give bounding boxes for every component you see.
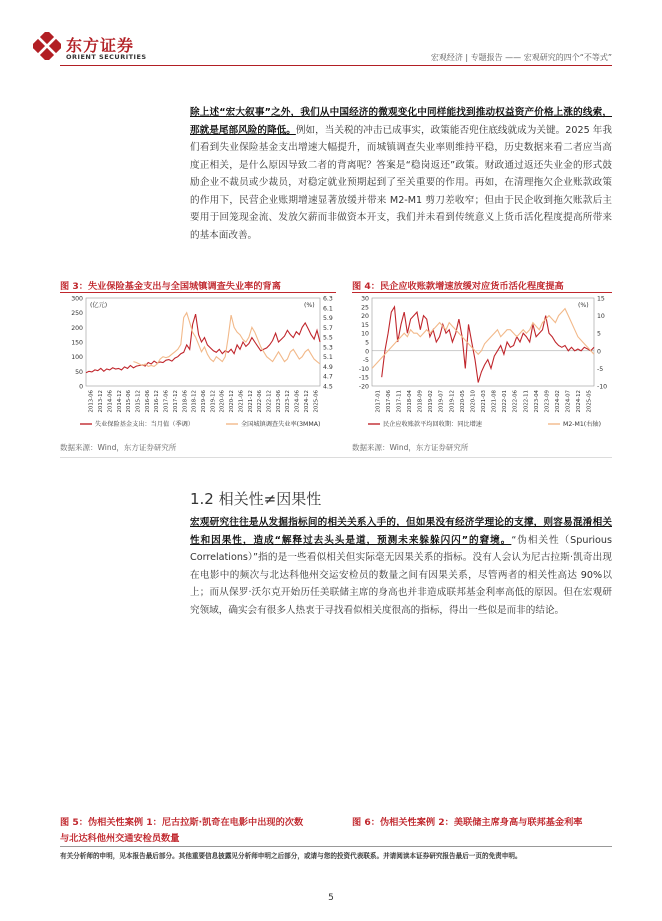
y-left-tick-label: 30 (361, 295, 369, 303)
breadcrumb: 宏观经济 | 专题报告 —— 宏观研究的四个“不等式” (430, 53, 612, 62)
x-tick-label: 2019-06 (201, 390, 207, 413)
plot-frame (372, 298, 594, 386)
y-right-tick-label: 5.1 (323, 354, 333, 362)
paragraph-body-2: “伪相关性（Spurious Correlations）”指的是一些看似相关但实际毫无因果关系的指标。没有人会认为尼古拉斯·凯奇出现在电影中的频次与北达科他州交运安检员的数量之间有因果关系，尽管两者的相关性高达 90%以上；而从保罗·沃尔克开始历任美联储主席的身高也并非造成联邦基金利率高低的原因。但在宏观研究领域，确实会有很多人热衷于寻找看似相关度很高的指标，得出一些似是而非的结论。 (190, 534, 613, 616)
x-tick-label: 2016-12 (154, 390, 161, 413)
y-left-tick-label: 250 (71, 310, 83, 318)
footer-divider (60, 846, 612, 847)
y-left-tick-label: 200 (71, 324, 83, 332)
x-tick-label: 2013-12 (98, 390, 105, 413)
x-tick-label: 2023-04 (533, 390, 540, 413)
y-left-tick-label: -10 (358, 365, 369, 373)
page-number: 5 (328, 893, 334, 903)
x-tick-label: 2019-07 (438, 390, 445, 413)
x-tick-label: 2017-01 (375, 390, 382, 413)
x-tick-label: 2023-06 (275, 390, 282, 413)
paragraph-tail-risk (190, 104, 612, 244)
x-tick-label: 2021-12 (247, 390, 254, 413)
x-tick-label: 2018-12 (191, 390, 198, 413)
y-right-tick-label: 5.3 (323, 344, 333, 352)
y-left-unit: (亿元) (90, 302, 108, 309)
x-tick-label: 2023-09 (544, 390, 551, 413)
y-right-tick-label: 15 (597, 295, 605, 303)
y-right-tick-label: 4.9 (323, 363, 333, 371)
y-right-tick-label: 4.5 (323, 383, 333, 391)
figure-4-rule (352, 292, 612, 293)
series-line-0 (86, 314, 320, 373)
figure-row-divider (60, 457, 612, 458)
x-tick-label: 2015-06 (126, 390, 133, 413)
series-line-1 (133, 313, 320, 367)
figure-5-title-line2: 与北达科他州交通安检员数量 (60, 833, 180, 844)
paragraph-bold-end: 的窘境。 (468, 534, 512, 546)
x-tick-label: 2020-06 (219, 390, 226, 413)
y-left-tick-label: 10 (361, 330, 369, 338)
x-tick-label: 2025-06 (313, 390, 320, 413)
x-tick-label: 2017-11 (396, 390, 403, 413)
x-tick-label: 2019-02 (428, 390, 435, 413)
x-tick-label: 2018-06 (182, 390, 189, 413)
x-tick-label: 2015-12 (135, 390, 142, 413)
y-left-tick-label: 0 (365, 348, 369, 356)
section-title: 1.2 相关性≠因果性 (190, 490, 322, 508)
logo-name-cn: 东方证券 (66, 36, 135, 55)
paragraph-lead-bold: 除上述“宏大叙事”之外，我们从中国经济的微观变化中同样能找到推动权益资产价格上涨的线索，那就是尾部风险的降低。 (190, 107, 612, 136)
x-tick-label: 2014-12 (116, 390, 123, 413)
y-left-tick-label: 100 (71, 354, 83, 362)
paragraph-lead-bold-2: 宏观研究往往是从发掘指标间的相关关系入手的，但如果没有经济学理论的支撑，则容易混淆相关性和因果性，造成 (190, 517, 612, 546)
figure-4-source: 数据来源：Wind，东方证券研究所 (352, 443, 469, 452)
x-tick-label: 2024-02 (555, 390, 561, 413)
x-tick-label: 2018-09 (417, 390, 424, 413)
x-tick-label: 2024-12 (303, 390, 310, 413)
x-tick-label: 2017-06 (385, 390, 392, 413)
figure-4-title: 图 4：民企应收账款增速放缓对应货币活化程度提高 (352, 281, 564, 292)
y-right-tick-label: 5.7 (323, 324, 333, 332)
x-tick-label: 2023-12 (285, 390, 292, 413)
x-tick-label: 2018-04 (407, 390, 413, 413)
x-tick-label: 2024-07 (565, 390, 572, 413)
y-left-tick-label: 25 (361, 304, 369, 312)
y-left-tick-label: 300 (71, 295, 83, 303)
legend-label-1: 全国城镇调查失业率(3MMA) (241, 421, 321, 429)
y-right-tick-label: 10 (597, 313, 605, 321)
x-tick-label: 2020-10 (470, 390, 477, 413)
header-divider (60, 65, 612, 66)
x-tick-label: 2021-03 (481, 390, 487, 413)
paragraph-spurious-correlation (190, 514, 612, 619)
y-right-tick-label: -5 (597, 365, 604, 373)
legend-label-0: 民企应收账款平均回收期：同比增速 (383, 421, 482, 429)
x-tick-label: 2022-01 (502, 390, 509, 413)
x-tick-label: 2017-12 (172, 390, 179, 413)
x-tick-label: 2022-06 (512, 390, 519, 413)
paragraph-quote: “解释过去头头是道，预测未来躲躲闪闪” (274, 534, 469, 546)
figure-3-rule (60, 292, 336, 293)
legend-label-1: M2-M1(右轴) (563, 421, 601, 429)
x-tick-label: 2025-05 (586, 390, 593, 413)
y-right-tick-label: -10 (597, 383, 608, 391)
x-tick-label: 2019-12 (449, 390, 456, 413)
x-tick-label: 2020-05 (459, 390, 466, 413)
y-left-tick-label: 150 (71, 339, 83, 347)
y-left-tick-label: 15 (361, 321, 369, 329)
y-left-tick-label: 0 (79, 383, 83, 391)
y-right-tick-label: 6.1 (323, 305, 333, 313)
x-tick-label: 2016-06 (144, 390, 151, 413)
plot-frame (86, 298, 320, 386)
disclaimer: 有关分析师的申明，见本报告最后部分。其他重要信息披露见分析师申明之后部分，或请与您的投资代表联系。并请阅读本证券研究报告最后一页的免责申明。 (60, 852, 522, 860)
y-left-tick-label: -15 (358, 374, 369, 382)
y-left-tick-label: 5 (365, 339, 369, 347)
x-tick-label: 2021-06 (238, 390, 245, 413)
series-line-0 (382, 307, 594, 383)
x-tick-label: 2021-08 (491, 390, 498, 413)
y-right-tick-label: 4.7 (323, 373, 333, 381)
x-tick-label: 2022-12 (266, 390, 273, 413)
x-tick-label: 2020-12 (229, 390, 236, 413)
x-tick-label: 2022-06 (257, 390, 264, 413)
x-tick-label: 2017-06 (163, 390, 170, 413)
logo-name-en: ORIENT SECURITIES (66, 53, 147, 61)
y-left-tick-label: -20 (358, 383, 369, 391)
y-right-tick-label: 0 (597, 348, 601, 356)
y-right-unit: (%) (578, 302, 589, 309)
legend-label-0: 失业保险基金支出：当月值（季调） (95, 421, 194, 429)
y-right-tick-label: 5 (597, 330, 601, 338)
y-right-tick-label: 6.3 (323, 295, 333, 303)
y-left-tick-label: 20 (361, 313, 369, 321)
chart-receivables-m2m1 (350, 294, 616, 432)
x-tick-label: 2019-12 (210, 390, 217, 413)
figure-3-source: 数据来源：Wind，东方证券研究所 (60, 443, 177, 452)
x-tick-label: 2024-12 (576, 390, 583, 413)
x-tick-label: 2014-06 (107, 390, 114, 413)
x-tick-label: 2024-06 (294, 390, 301, 413)
logo-icon (33, 32, 61, 60)
figure-5-title-line1: 图 5：伪相关性案例 1：尼古拉斯·凯奇在电影中出现的次数 (60, 817, 304, 828)
x-tick-label: 2013-06 (88, 390, 95, 413)
y-right-tick-label: 5.5 (323, 334, 333, 342)
y-right-tick-label: 5.9 (323, 315, 333, 323)
y-left-tick-label: 50 (75, 368, 83, 376)
chart-unemployment-divergence (58, 294, 340, 432)
y-left-tick-label: -5 (362, 357, 369, 365)
figure-3-title: 图 3：失业保险基金支出与全国城镇调查失业率的背离 (60, 281, 281, 292)
paragraph-body: 例如，当关税的冲击已成事实，政策能否兜住底线就成为关键。2025 年我们看到失业保险基金支出增速大幅提升，而城镇调查失业率则维持平稳，历史数据来看二者应当高度正相关，是什么原因导致二者的背离呢？答案是“稳岗返还”政策。财政通过返还失业金的形式鼓励企业不裁员或少裁员，对稳定就业预期起到了至关重要的作用。再如，在清理拖欠企业账款政策的作用下，民营企业账期增速显著放缓并带来 M2-M1 剪刀差收窄；但由于民企收到拖欠账款后主要用于回笼现金流、发放欠薪而非做资本开支，我们并未看到传统意义上货币活化程度提高所带来的基本面改善。 (190, 124, 613, 241)
x-tick-label: 2022-11 (523, 390, 530, 413)
y-right-unit: (%) (304, 302, 315, 309)
figure-6-title: 图 6：伪相关性案例 2：美联储主席身高与联邦基金利率 (352, 817, 583, 828)
